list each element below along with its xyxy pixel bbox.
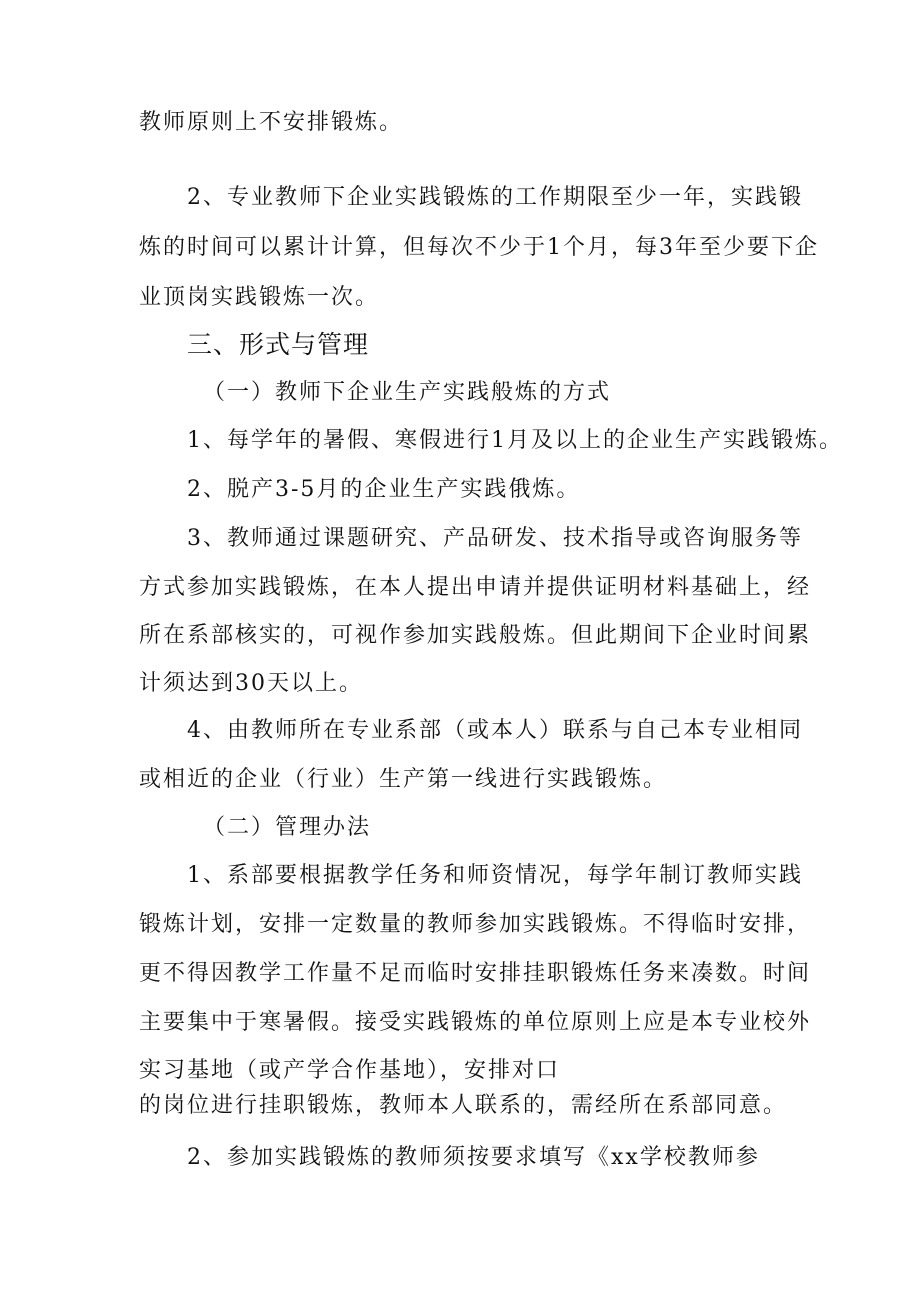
text-line: 方式参加实践锻炼，在本人提出申请并提供证明材料基础上，经 [139, 575, 812, 600]
text-line: 1、系部要根据教学任务和师资情况，每学年制订教师实践 [187, 863, 803, 888]
text-line: 炼的时间可以累计计算，但每次不少于1个月，每3年至少要下企 [139, 235, 819, 260]
subsection-heading: （二）管理办法 [203, 815, 372, 840]
text-line: 锻炼计划，安排一定数量的教师参加实践锻炼。不得临时安排， [139, 912, 812, 937]
text-line: 3、教师通过课题研究、产品研发、技术指导或咨询服务等 [187, 526, 803, 551]
section-heading: 三、形式与管理 [187, 330, 370, 359]
text-line: 2、脱产3-5月的企业生产实践俄炼。 [187, 477, 581, 502]
text-line: 业顶岗实践锻炼一次。 [139, 285, 380, 310]
text-line: 教师原则上不安排锻炼。 [139, 110, 404, 135]
text-line: 所在系部核实的，可视作参加实践般炼。但此期间下企业时间累 [139, 623, 812, 648]
text-line: 或相近的企业（行业）生产第一线进行实践锻炼。 [139, 767, 668, 792]
text-line: 更不得因教学工作量不足而临时安排挂职锻炼任务来凑数。时间 [139, 961, 812, 986]
text-line: 的岗位进行挂职锻炼，教师本人联系的，需经所在系部同意。 [139, 1093, 788, 1118]
text-line: 2、专业教师下企业实践锻炼的工作期限至少一年，实践锻 [187, 185, 803, 210]
text-line: 主要集中于寒暑假。接受实践锻炼的单位原则上应是本专业校外 [139, 1010, 812, 1035]
text-line: 1、每学年的暑假、寒假进行1月及以上的企业生产实践锻炼。 [187, 428, 843, 453]
text-line: 4、由教师所在专业系部（或本人）联系与自己本专业相同 [187, 718, 803, 743]
text-line: 计须达到30天以上。 [139, 671, 363, 696]
text-line: 实习基地（或产学合作基地），安排对口 [139, 1058, 561, 1083]
subsection-heading: （一）教师下企业生产实践般炼的方式 [203, 380, 612, 405]
text-line: 2、参加实践锻炼的教师须按要求填写《xx学校教师参 [187, 1145, 760, 1170]
